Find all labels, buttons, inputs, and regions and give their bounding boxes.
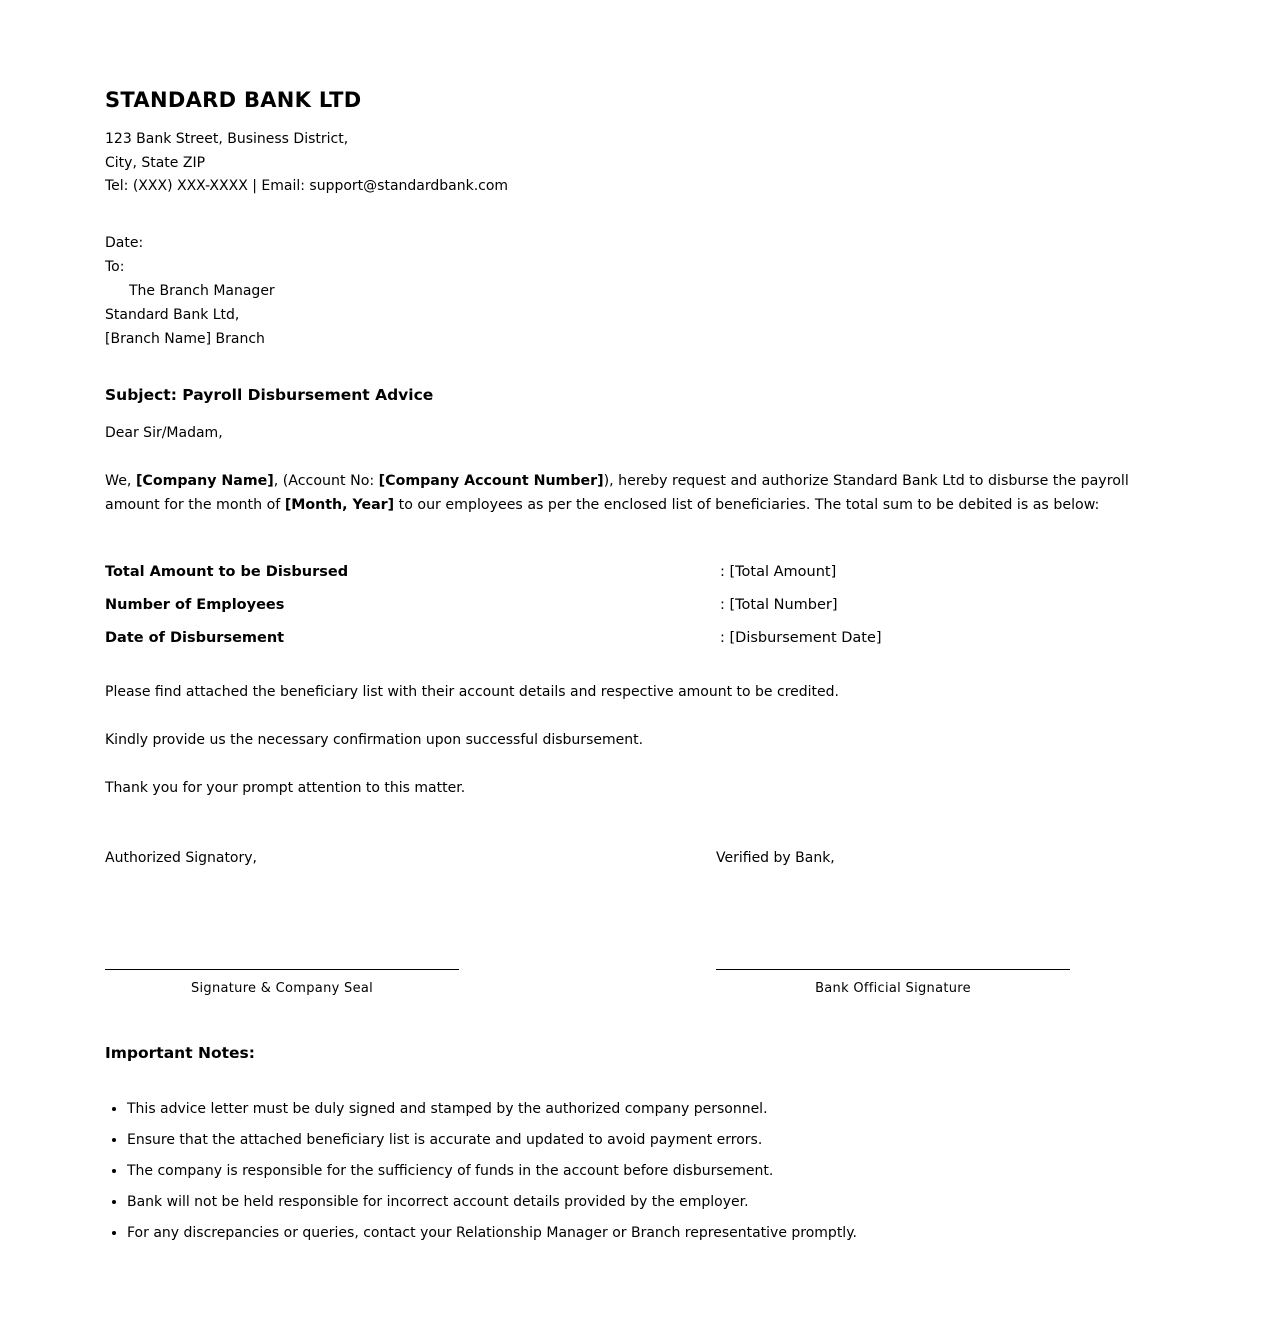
summary-value-total-amount: : [Total Amount] <box>720 564 837 580</box>
signature-line-company <box>105 969 459 970</box>
thank-you-line: Thank you for your prompt attention to this matter. <box>105 780 466 796</box>
company-name-placeholder: [Company Name] <box>135 473 274 489</box>
list-item: • For any discrepancies or queries, contact your Relationship Manager or Branch representative promptly. <box>127 1223 1165 1243</box>
list-item: • This advice letter must be duly signed and stamped by the authorized company personnel. <box>127 1099 1165 1119</box>
signature-caption-bank: Bank Official Signature <box>815 981 971 996</box>
account-number-placeholder: [Company Account Number] <box>378 473 604 489</box>
summary-value-employees: : [Total Number] <box>720 597 838 613</box>
list-item: • Bank will not be held responsible for incorrect account details provided by the employer. <box>127 1192 1165 1212</box>
authorized-signatory-label: Authorized Signatory, <box>105 850 257 866</box>
body-text: , (Account No: <box>273 473 379 489</box>
to-label: To: <box>105 259 125 275</box>
month-year-placeholder: [Month, Year] <box>284 497 395 513</box>
signature-caption-company: Signature & Company Seal <box>190 981 374 996</box>
signature-line-bank <box>716 969 1070 970</box>
bank-contact: Tel: (XXX) XXX-XXXX | Email: support@standardbank.com <box>105 178 509 194</box>
body-text: ), hereby request and authorize Standard Bank Ltd to disburse the payroll amount for the month of <box>105 473 1129 513</box>
body-text: to our employees as per the enclosed list of beneficiaries. The total sum to be debited is as below: <box>394 497 1100 513</box>
recipient-title: The Branch Manager <box>129 283 275 299</box>
confirmation-request: Kindly provide us the necessary confirmation upon successful disbursement. <box>105 732 644 748</box>
recipient-bank: Standard Bank Ltd, <box>105 307 240 323</box>
bank-name: STANDARD BANK LTD <box>105 88 362 112</box>
summary-label-date: Date of Disbursement <box>105 630 285 646</box>
attachment-note: Please find attached the beneficiary list with their account details and respective amount to be credited. <box>105 684 839 700</box>
body-paragraph <box>105 469 1165 517</box>
verified-by-bank-label: Verified by Bank, <box>716 850 835 866</box>
important-notes-title: Important Notes: <box>105 1044 255 1062</box>
summary-label-employees: Number of Employees <box>105 597 285 613</box>
important-notes-list <box>105 1099 1165 1254</box>
bank-address-line1: 123 Bank Street, Business District, <box>105 131 349 147</box>
summary-label-total-amount: Total Amount to be Disbursed <box>105 564 349 580</box>
list-item: • The company is responsible for the sufficiency of funds in the account before disbursement. <box>127 1161 1165 1181</box>
date-label: Date: <box>105 235 144 251</box>
recipient-branch: [Branch Name] Branch <box>105 331 265 347</box>
salutation: Dear Sir/Madam, <box>105 425 223 441</box>
body-text: We, <box>105 473 136 489</box>
list-item: • Ensure that the attached beneficiary list is accurate and updated to avoid payment errors. <box>127 1130 1165 1150</box>
bank-address-line2: City, State ZIP <box>105 155 206 171</box>
subject-line: Subject: Payroll Disbursement Advice <box>105 386 434 404</box>
summary-value-date: : [Disbursement Date] <box>720 630 882 646</box>
